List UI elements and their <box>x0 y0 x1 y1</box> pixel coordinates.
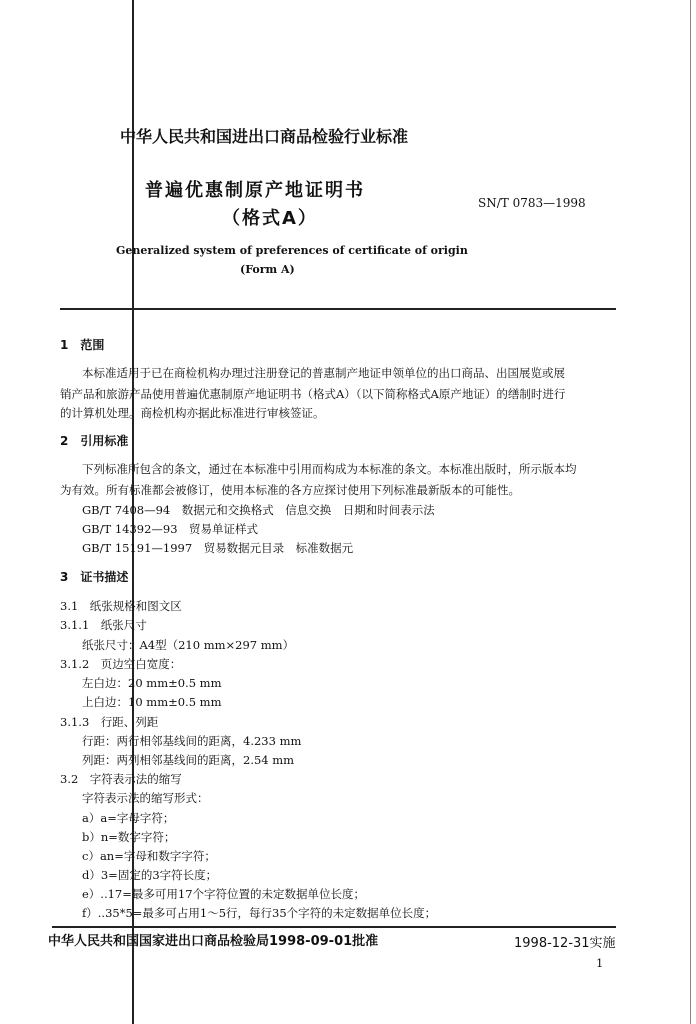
header-divider <box>60 308 616 310</box>
clause-text: 上白边：10 mm±0.5 mm <box>82 695 222 709</box>
section-1-heading: 1 范围 <box>60 338 105 352</box>
footer-divider <box>52 926 616 928</box>
list-item: d）3=固定的3字符长度； <box>82 868 218 882</box>
list-item: f）..35*5=最多可占用1～5行，每行35个字符的未定数据单位长度； <box>82 906 437 920</box>
list-item: b）n=数字字符； <box>82 830 176 844</box>
clause-heading: 3.1.3 行距、列距 <box>60 715 159 729</box>
effective-date: 1998-12-31实施 <box>514 936 616 951</box>
paragraph-line: 为有效。所有标准都会被修订，使用本标准的各方应探讨使用下列标准最新版本的可能性。 <box>60 483 520 497</box>
paragraph-line: 销产品和旅游产品使用普遍优惠制原产地证明书（格式A）（以下简称格式A原产地证）的缮制时进行 <box>60 387 566 401</box>
clause-text: 字符表示法的缩写形式： <box>82 791 209 805</box>
paragraph-line: 的计算机处理。商检机构亦据此标准进行审核签证。 <box>60 406 325 420</box>
clause-heading: 3.1.1 纸张尺寸 <box>60 618 147 632</box>
issuing-organization: 中华人民共和国进出口商品检验行业标准 <box>120 127 409 146</box>
subtitle-cn: （格式A） <box>222 208 318 229</box>
reference-item: GB/T 15191—1997 贸易数据元目录 标准数据元 <box>82 541 354 555</box>
clause-text: 左白边：20 mm±0.5 mm <box>82 676 222 690</box>
list-item: e）..17=最多可用17个字符位置的未定数据单位长度； <box>82 887 366 901</box>
list-item: c）an=字母和数字字符； <box>82 849 216 863</box>
clause-heading: 3.2 字符表示法的缩写 <box>60 772 182 786</box>
section-2-heading: 2 引用标准 <box>60 434 129 448</box>
clause-text: 列距：两列相邻基线间的距离，2.54 mm <box>82 753 295 767</box>
subtitle-en: (Form A) <box>240 263 295 276</box>
clause-heading: 3.1 纸张规格和图文区 <box>60 599 182 613</box>
paragraph-line: 下列标准所包含的条文，通过在本标准中引用而构成为本标准的条文。本标准出版时，所示版本均 <box>82 462 577 476</box>
standard-code: SN/T 0783—1998 <box>478 196 586 210</box>
section-3-heading: 3 证书描述 <box>60 570 129 584</box>
approval-line: 中华人民共和国国家进出口商品检验局1998-09-01批准 <box>48 934 379 949</box>
scan-line-right <box>690 0 691 1024</box>
reference-item: GB/T 14392—93 贸易单证样式 <box>82 522 259 536</box>
title-cn: 普遍优惠制原产地证明书 <box>145 180 365 201</box>
list-item: a）a=字母字符； <box>82 811 175 825</box>
title-en: Generalized system of preferences of certificate of origin <box>116 244 468 257</box>
clause-heading: 3.1.2 页边空白宽度： <box>60 657 182 671</box>
clause-text: 纸张尺寸：A4型（210 mm×297 mm） <box>82 638 295 652</box>
clause-text: 行距：两行相邻基线间的距离，4.233 mm <box>82 734 302 748</box>
reference-item: GB/T 7408—94 数据元和交换格式 信息交换 日期和时间表示法 <box>82 503 435 517</box>
page-number: 1 <box>596 956 604 970</box>
paragraph-line: 本标准适用于已在商检机构办理过注册登记的普惠制产地证申领单位的出口商品、出国展览或展 <box>82 366 565 380</box>
